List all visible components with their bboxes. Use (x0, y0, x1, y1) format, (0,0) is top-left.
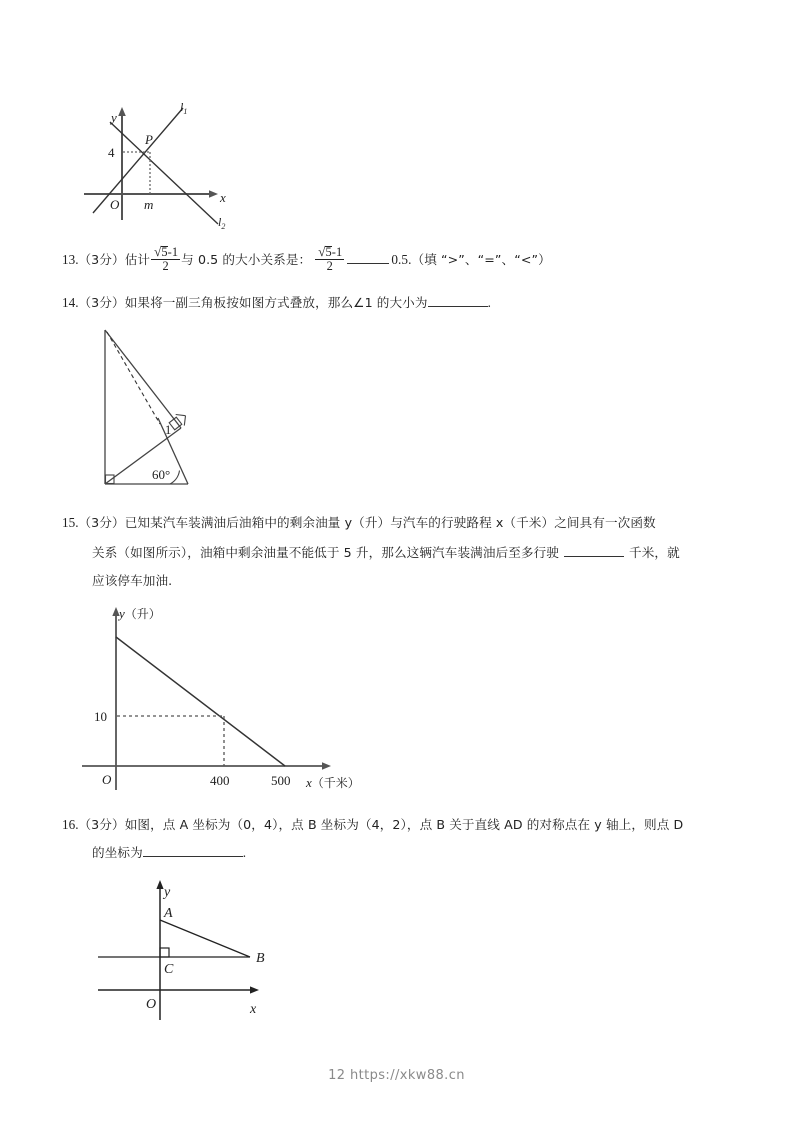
question-14 (62, 288, 491, 318)
label-y-value-4: 4 (108, 145, 115, 160)
q15-line2b: 千米，就 (629, 545, 680, 560)
y-axis-arrow (118, 107, 126, 116)
q16-answer-blank[interactable] (143, 856, 243, 857)
q16-score: （3分） (78, 817, 125, 832)
q13-num-rest-2: -1 (331, 245, 343, 260)
label-line-l1: $l_1$ (180, 100, 188, 116)
label-angle-1: 1 (165, 423, 172, 437)
q15-line3: 应该停车加油. (92, 573, 173, 588)
label-point-c: C (164, 962, 174, 977)
q13-mid: 与 0.5 的大小关系是： (181, 252, 312, 267)
question-15-line-2 (92, 538, 680, 568)
label-point-b: B (256, 951, 265, 966)
line-l2 (110, 122, 218, 224)
label-x-tick-400: 400 (210, 773, 230, 788)
label-y-tick-10: 10 (94, 709, 107, 724)
figure-set-squares (96, 320, 226, 495)
label-angle-60: 60° (152, 467, 171, 482)
q16-line2a: 的坐标为 (92, 845, 143, 860)
x-axis-arrow (250, 986, 259, 993)
question-13 (62, 245, 551, 275)
label-x-axis: x (250, 1002, 257, 1017)
label-point-p: P (145, 132, 153, 147)
right-angle-square-at-c (160, 948, 169, 957)
page-footer: 12 https://xkw88.cn (328, 1068, 465, 1083)
dashed-auxiliary-line (107, 332, 160, 424)
q14-number: 14. (62, 295, 79, 310)
q13-sqrt-radicand-2: 5 (325, 245, 332, 260)
q16-number: 16. (62, 817, 79, 832)
q15-line2a: 关系（如图所示），油箱中剩余油量不能低于 5 升，那么这辆汽车装满油后至多行驶 (92, 545, 559, 560)
q14-score: （3分） (78, 295, 125, 310)
q15-score: （3分） (78, 515, 125, 530)
label-y-axis-fuel: y（升） (119, 606, 161, 621)
q13-num-rest: -1 (167, 245, 179, 260)
q15-number: 15. (62, 515, 79, 530)
x-axis-arrow (209, 190, 218, 198)
figure-fuel-graph (78, 598, 368, 793)
question-16-line-1 (62, 810, 683, 840)
figure-two-intersecting-lines (84, 98, 334, 231)
q13-fraction-1: $\frac{√5-1}{2}$ (151, 245, 180, 274)
q13-denominator-2: 2 (326, 259, 333, 274)
label-origin: O (110, 197, 120, 212)
segment-ab (160, 920, 250, 957)
q13-hint: （填 “>”、“=”、“<”） (411, 252, 551, 267)
q13-denominator: 2 (162, 259, 169, 274)
q13-answer-blank[interactable] (347, 263, 389, 264)
label-y-axis: y (164, 885, 171, 900)
label-x-axis-distance: x（千米） (306, 775, 360, 790)
q13-number: 13. (62, 252, 79, 267)
q16-line2b: . (242, 845, 247, 860)
angle-60-arc (170, 471, 180, 485)
label-y-axis: y (111, 110, 117, 125)
question-15-line-3 (92, 566, 172, 596)
label-x-axis: x (220, 190, 226, 205)
q16-line1: 如图，点 A 坐标为（0，4），点 B 坐标为（4，2），点 B 关于直线 AD 的对称点在 y 轴上，则点 D (124, 817, 684, 832)
q14-text: 如果将一副三角板按如图方式叠放，那么∠1 的大小为 (124, 295, 428, 310)
label-line-l2: $l_2$ (218, 215, 226, 231)
q14-answer-blank[interactable] (428, 306, 488, 307)
q13-score: （3分） (78, 252, 125, 267)
triangle1-hypotenuse (105, 330, 181, 428)
line-l1 (93, 108, 183, 213)
label-x-tick-500: 500 (271, 773, 291, 788)
x-axis-arrow (322, 762, 331, 769)
q15-line1: 已知某汽车装满油后油箱中的剩余油量 y（升）与汽车的行驶路程 x（千米）之间具有一次函数 (124, 515, 656, 530)
label-point-a: A (164, 906, 173, 921)
q13-prefix: 估计 (124, 252, 151, 267)
q14-text-after: . (487, 295, 491, 310)
label-x-value-m: m (144, 197, 154, 212)
q13-fraction-2: $\frac{√5-1}{2}$ (315, 245, 344, 274)
q13-sqrt-radicand: 5 (161, 245, 168, 260)
q13-value: 0.5. (391, 252, 412, 267)
label-origin: O (102, 772, 112, 787)
q15-answer-blank[interactable] (564, 556, 624, 557)
y-axis-arrow (156, 880, 163, 889)
fuel-line (116, 637, 285, 766)
question-16-line-2 (92, 838, 246, 868)
question-15-line-1 (62, 508, 656, 538)
label-origin: O (146, 997, 157, 1012)
figure-coordinate-triangle (86, 872, 316, 1032)
